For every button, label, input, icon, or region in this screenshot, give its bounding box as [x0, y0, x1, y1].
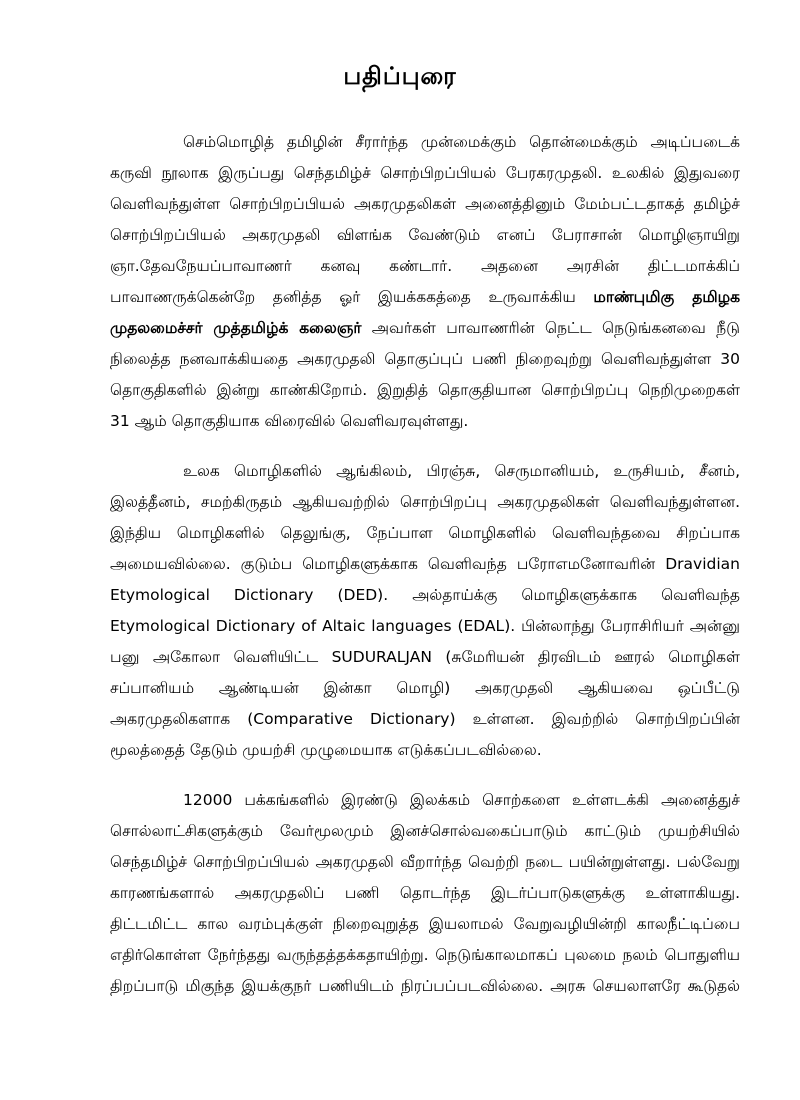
paragraph-3-line-1: 12000 பக்கங்களில் இரண்டு இலக்கம் சொற்களை உள்ளடக்கி அனைத்துச் [183, 791, 740, 809]
paragraph-2-line-3: இந்திய மொழிகளில் தெலுங்கு, நேப்பாள மொழிகளில் வெளிவந்தவை சிறப்பாக [110, 524, 740, 542]
paragraph-1-line-5: ஞா.தேவநேயப்பாவாணர் கனவு கண்டார். அதனை அரசின் திட்டமாக்கிப் [110, 257, 740, 275]
paragraph-2-line-2: இலத்தீனம், சமற்கிருதம் ஆகியவற்றில் சொற்பிறப்பு அகரமுதலிகள் வெளிவந்துள்ளன. [110, 493, 740, 511]
paragraph-1-line-7 [110, 318, 740, 338]
paragraph-1-line-8: நிலைத்த நனவாக்கியதை அகரமுதலி தொகுப்புப் பணி நிறைவுற்று வெளிவந்துள்ள 30 [110, 350, 740, 368]
paragraph-3-line-3: செந்தமிழ்ச் சொற்பிறப்பியல் அகரமுதலி வீறார்ந்த வெற்றி நடை பயின்றுள்ளது. பல்வேறு [110, 853, 740, 871]
paragraph-1-line-7-bold: முதலமைச்சர் முத்தமிழ்க் கலைஞர் [110, 319, 362, 337]
paragraph-1-line-3: வெளிவந்துள்ள சொற்பிறப்பியல் அகரமுதலிகள் அனைத்தினும் மேம்பட்டதாகத் தமிழ்ச் [110, 195, 740, 213]
paragraph-3-line-4: காரணங்களால் அகரமுதலிப் பணி தொடர்ந்த இடர்ப்பாடுகளுக்கு உள்ளாகியது. [110, 884, 740, 902]
paragraph-3-line-6: எதிர்கொள்ள நேர்ந்தது வருந்தத்தக்கதாயிற்று. நெடுங்காலமாகப் புலமை நலம் பொதுளிய [110, 946, 740, 964]
paragraph-1-line-6-text: பாவாணருக்கென்றே தனித்த ஓர் இயக்ககத்தை உருவாக்கிய [110, 288, 594, 306]
paragraph-3-line-5: திட்டமிட்ட கால வரம்புக்குள் நிறைவுறுத்த இயலாமல் வேறுவழியின்றி காலநீட்டிப்பை [110, 915, 740, 933]
paragraph-2-line-1: உலக மொழிகளில் ஆங்கிலம், பிரஞ்சு, செருமானியம், உருசியம், சீனம், [183, 462, 740, 480]
paragraph-3-line-2: சொல்லாட்சிகளுக்கும் வேர்மூலமும் இனச்சொல்வகைப்பாடும் காட்டும் முயற்சியில் [110, 822, 740, 840]
paragraph-2-line-6: Etymological Dictionary of Altaic languages (EDAL). பின்லாந்து பேராசிரியர் அன்னு [110, 617, 740, 635]
paragraph-1-line-1: செம்மொழித் தமிழின் சீரார்ந்த முன்மைக்கும் தொன்மைக்கும் அடிப்படைக் [183, 133, 740, 151]
paragraph-2-line-7: பனு அகோலா வெளியிட்ட SUDURALJAN (சுமேரியன் திரவிடம் ஊரல் மொழிகள் [110, 648, 740, 666]
paragraph-1-line-7-text: அவர்கள் பாவாணரின் நெட்ட நெடுங்கனவை நீடு [361, 319, 741, 337]
paragraph-1-line-9: தொகுதிகளில் இன்று காண்கிறோம். இறுதித் தொகுதியான சொற்பிறப்பு நெறிமுறைகள் [110, 381, 740, 399]
paragraph-2-line-9: அகரமுதலிகளாக (Comparative Dictionary) உள்ளன. இவற்றில் சொற்பிறப்பின் [110, 710, 740, 728]
paragraph-1-line-4: சொற்பிறப்பியல் அகரமுதலி விளங்க வேண்டும் எனப் பேராசான் மொழிஞாயிறு [110, 226, 740, 244]
paragraph-2-line-8: சப்பானியம் ஆண்டியன் இன்கா மொழி) அகரமுதலி ஆகியவை ஒப்பீட்டு [110, 679, 740, 697]
paragraph-1-line-10: 31 ஆம் தொகுதியாக விரைவில் வெளிவரவுள்ளது. [110, 412, 469, 430]
paragraph-1-line-6-bold: மாண்புமிகு தமிழக [593, 288, 740, 306]
paragraph-2-line-4: அமையவில்லை. குடும்ப மொழிகளுக்காக வெளிவந்த பரோஎமனோவரின் Dravidian [110, 555, 740, 573]
paragraph-3-line-7: திறப்பாடு மிகுந்த இயக்குநர் பணியிடம் நிரப்பப்படவில்லை. அரசு செயலாளரே கூடுதல் [110, 977, 740, 995]
paragraph-1-line-6 [110, 287, 740, 307]
page-title: பதிப்புரை [343, 62, 457, 90]
paragraph-2-line-5: Etymological Dictionary (DED). அல்தாய்க்கு மொழிகளுக்காக வெளிவந்த [110, 586, 740, 604]
paragraph-2-line-10: மூலத்தைத் தேடும் முயற்சி முழுமையாக எடுக்கப்படவில்லை. [110, 741, 542, 759]
paragraph-1-line-2: கருவி நூலாக இருப்பது செந்தமிழ்ச் சொற்பிறப்பியல் பேரகரமுதலி. உலகில் இதுவரை [110, 164, 740, 182]
